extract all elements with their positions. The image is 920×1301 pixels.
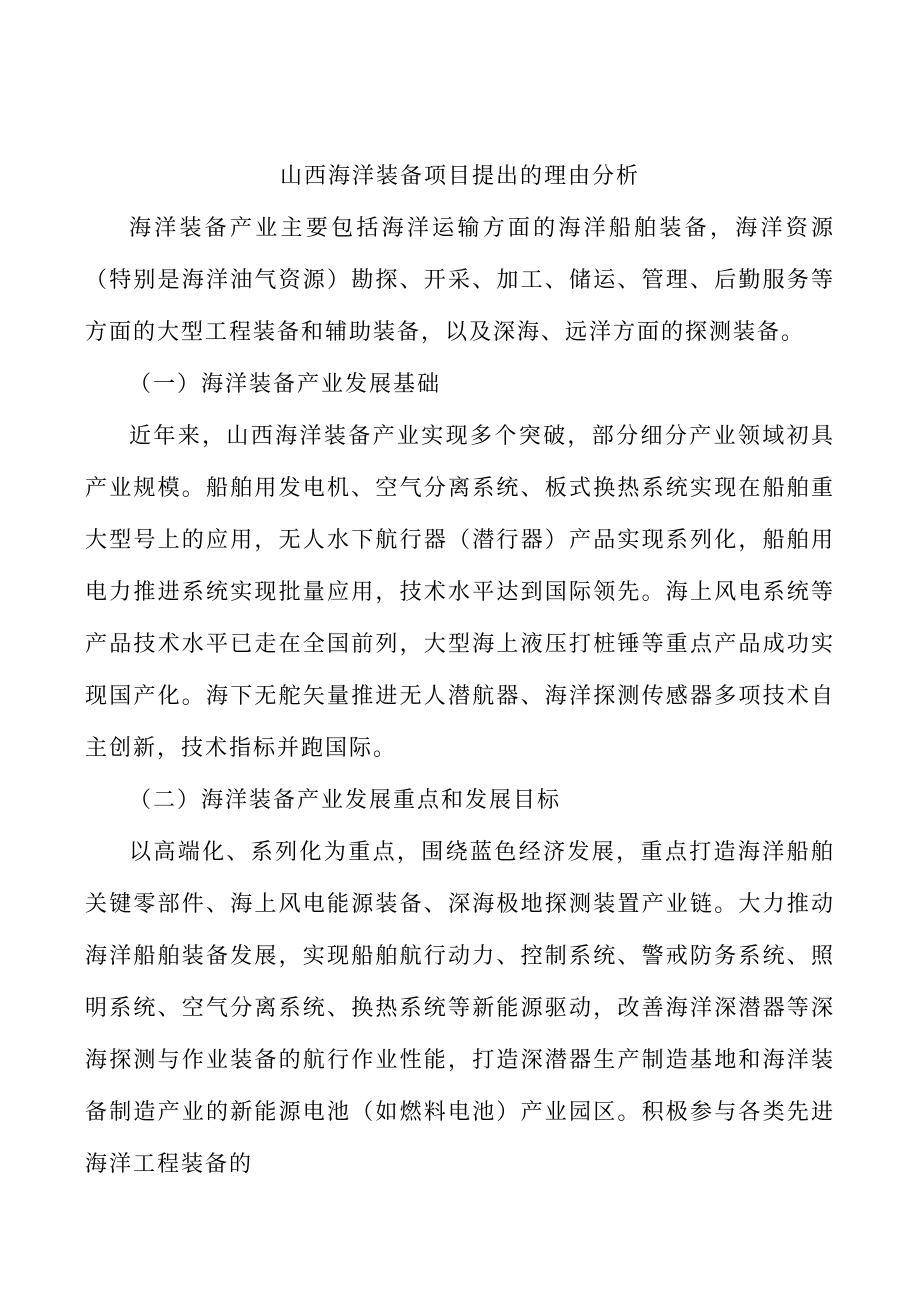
paragraph-industry-overview: 海洋装备产业主要包括海洋运输方面的海洋船舶装备，海洋资源（特别是海洋油气资源）勘探、开采、加工、储运、管理、后勤服务等方面的大型工程装备和辅助装备，以及深海、远洋方面的探测装备。 — [85, 215, 835, 344]
section-heading-development-basis: （一）海洋装备产业发展基础 — [129, 371, 442, 396]
section-heading-development-goals: （二）海洋装备产业发展重点和发展目标 — [129, 787, 562, 812]
document-title: 山西海洋装备项目提出的理由分析 — [279, 163, 640, 188]
paragraph-development-basis: 近年来，山西海洋装备产业实现多个突破，部分细分产业领域初具产业规模。船舶用发电机、空气分离系统、板式换热系统实现在船舶重大型号上的应用，无人水下航行器（潜行器）产品实现系列化，船舶用电力推进系统实现批量应用，技术水平达到国际领先。海上风电系统等产品技术水平已走在全国前列，大型海上液压打桩锤等重点产品成功实现国产化。海下无舵矢量推进无人潜航器、海洋探测传感器多项技术自主创新，技术指标并跑国际。 — [85, 423, 835, 760]
paragraph-development-goals: 以高端化、系列化为重点，围绕蓝色经济发展，重点打造海洋船舶关键零部件、海上风电能源装备、深海极地探测装置产业链。大力推动海洋船舶装备发展，实现船舶航行动力、控制系统、警戒防务系统、照明系统、空气分离系统、换热系统等新能源驱动，改善海洋深潜器等深海探测与作业装备的航行作业性能，打造深潜器生产制造基地和海洋装备制造产业的新能源电池（如燃料电池）产业园区。积极参与各类先进海洋工程装备的 — [85, 839, 835, 1176]
